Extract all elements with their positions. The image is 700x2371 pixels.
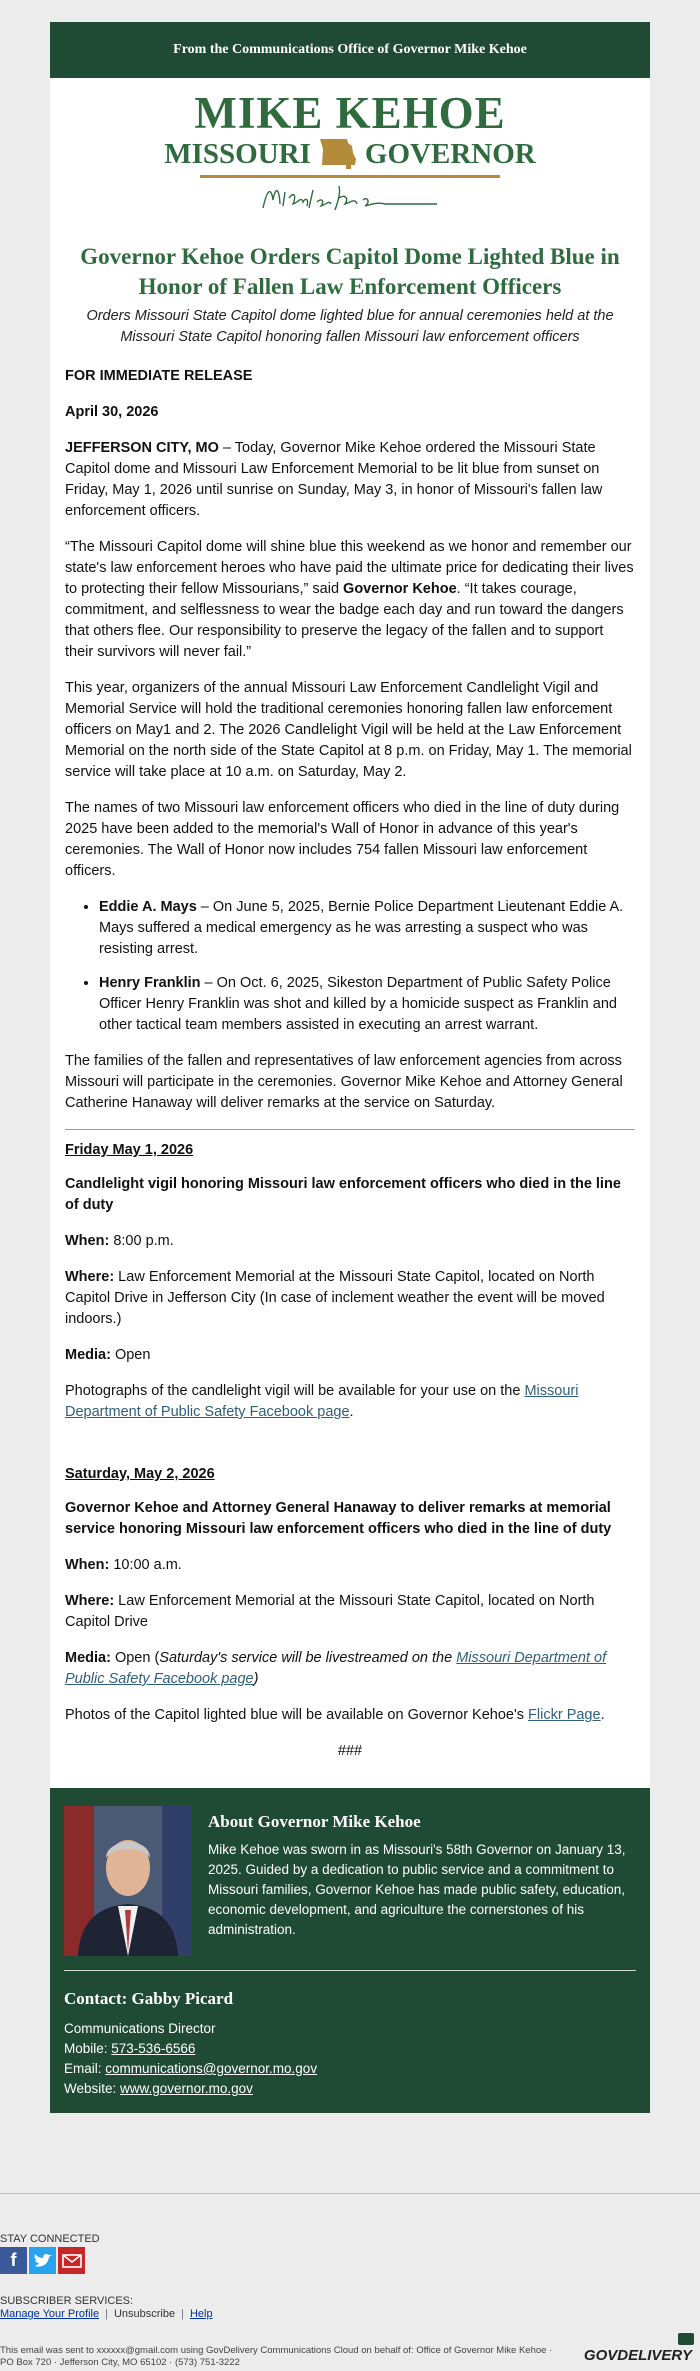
paragraph-families: The families of the fallen and representatives of law enforcement agencies from across Missouri will participate in the ceremonies. Governor Mike Kehoe and Attorney General Catherine Hanaway will deliver remarks at the service on Saturday.: [65, 1053, 623, 1111]
event2-date: Saturday, May 2, 2026: [65, 1466, 215, 1482]
flickr-link[interactable]: Flickr Page: [528, 1707, 601, 1723]
section-divider: [65, 1129, 635, 1130]
officer-name: Henry Franklin: [99, 975, 201, 991]
mobile-link[interactable]: 573-536-6566: [111, 2041, 196, 2056]
governor-logo: [50, 78, 650, 228]
social-links: [0, 2247, 87, 2274]
contact-mobile: [64, 2039, 636, 2059]
when-value: 8:00 p.m.: [109, 1233, 174, 1249]
contact-role: Communications Director: [64, 2021, 216, 2036]
event1-date: Friday May 1, 2026: [65, 1142, 194, 1158]
manage-profile-link[interactable]: Manage Your Profile: [0, 2308, 100, 2320]
contact-section: [64, 1989, 636, 2099]
officer-name: Eddie A. Mays: [99, 899, 197, 915]
where-value: Law Enforcement Memorial at the Missouri State Capitol, located on North Capitol Drive: [65, 1593, 595, 1630]
event2-photos: [65, 1705, 635, 1726]
end-mark: ###: [337, 1743, 363, 1759]
signature-image: [255, 180, 445, 216]
logo-rule: [200, 175, 500, 178]
media-label: Media:: [65, 1650, 111, 1666]
missouri-state-outline-icon: [317, 137, 359, 171]
event1-when: [65, 1231, 635, 1252]
help-link[interactable]: Help: [189, 2308, 213, 2320]
contact-email: [64, 2059, 636, 2079]
unsubscribe-link[interactable]: Unsubscribe: [113, 2308, 176, 2320]
event2-heading: Governor Kehoe and Attorney General Hanaway to deliver remarks at memorial service honoring Missouri law enforcement officers who died in the line of duty: [65, 1500, 612, 1537]
quote-part-a: “The Missouri Capitol dome will shine blue this weekend as we honor and remember our state's law enforcement heroes who have paid the ultimate price for dedicating their lives to protecting their fellow Missourians,” said: [65, 539, 634, 597]
media-label: Media:: [65, 1347, 111, 1363]
when-label: When:: [65, 1557, 110, 1573]
when-label: When:: [65, 1233, 110, 1249]
list-item: [99, 897, 635, 960]
where-label: Where:: [65, 1269, 115, 1285]
paragraph-lead: [65, 438, 635, 522]
media-value: Open (: [110, 1650, 160, 1666]
govdelivery-logo: [584, 2347, 692, 2364]
facebook-icon[interactable]: f: [0, 2247, 27, 2274]
paragraph-quote: [65, 537, 635, 663]
logo-name: MIKE KEHOE: [194, 87, 506, 138]
stay-connected-label: STAY CONNECTED: [0, 2233, 100, 2245]
email-label: Email:: [64, 2061, 106, 2076]
logo-right-word: GOVERNOR: [364, 137, 536, 170]
speech-bubble-icon: [678, 2333, 694, 2345]
quote-part-b: . “It takes courage, commitment, and selflessness to wear the badge each day and run toward the dangers that others flee. Our responsibility to preserve the legacy of the fallen and to support their survivors will never fail.”: [65, 581, 624, 660]
website-link[interactable]: www.governor.mo.gov: [120, 2081, 253, 2096]
footer-divider: [64, 1970, 636, 1971]
contact-heading: Contact: Gabby Picard: [64, 1989, 234, 2008]
officer-list: [65, 897, 635, 1036]
list-item: [99, 973, 635, 1036]
media-italic-text: Saturday's service will be livestreamed on the: [159, 1650, 457, 1666]
govdelivery-footer: [0, 2193, 700, 2368]
office-banner-text: From the Communications Office of Governor Mike Kehoe: [173, 42, 527, 57]
about-section: [64, 1806, 636, 1956]
photos-end: .: [349, 1404, 354, 1420]
media-value: Open: [110, 1347, 151, 1363]
where-label: Where:: [65, 1593, 115, 1609]
mobile-label: Mobile:: [64, 2041, 112, 2056]
paragraph-wall-of-honor: The names of two Missouri law enforcement officers who died in the line of duty during 2025 have been added to the memorial's Wall of Honor in advance of this year's ceremonies. The Wall of Honor now includes 754 fallen Missouri law enforcement officers.: [65, 800, 620, 879]
email-icon[interactable]: [58, 2247, 85, 2274]
legal-line-2: PO Box 720 · Jefferson City, MO 65102 · (573) 751-3222: [0, 2357, 240, 2368]
event1-where: [65, 1267, 635, 1330]
release-label: FOR IMMEDIATE RELEASE: [65, 368, 253, 384]
officer-text: – On Oct. 6, 2025, Sikeston Department of Public Safety Police Officer Henry Franklin was shot and killed by a homicide suspect as Franklin and other tactical team members assisted in executing an arrest warrant.: [99, 975, 617, 1033]
media-end: ): [253, 1671, 259, 1687]
where-value: Law Enforcement Memorial at the Missouri State Capitol, located on North Capitol Drive in Jefferson City (In case of inclement weather the event will be moved indoors.): [65, 1269, 605, 1327]
governor-photo: [64, 1806, 192, 1956]
twitter-icon[interactable]: [29, 2247, 56, 2274]
dps-facebook-link[interactable]: Missouri Department of Public Safety Facebook page: [65, 1383, 579, 1420]
website-label: Website:: [64, 2081, 121, 2096]
legal-text: [0, 2345, 552, 2369]
event2-when: [65, 1555, 635, 1576]
subscriber-links: Manage Your Profile | Unsubscribe | Help: [0, 2308, 213, 2320]
legal-line-1: This email was sent to xxxxxx@gmail.com using GovDelivery Communications Cloud on behalf of: Office of Governor Mike Kehoe ·: [0, 2345, 553, 2356]
event1-media: [65, 1345, 635, 1366]
brand-text: GOVDELIVERY: [583, 2347, 692, 2364]
paragraph-ceremonies: This year, organizers of the annual Missouri Law Enforcement Candlelight Vigil and Memorial Service will hold the traditional ceremonies honoring fallen law enforcement officers on May1 and 2. The 2026 Candlelight Vigil will be held at the Law Enforcement Memorial on the north side of the State Capitol at 8 p.m. on Friday, May 1. The memorial service will take place at 10 a.m. on Saturday, May 2.: [65, 680, 632, 780]
photos-text: Photos of the Capitol lighted blue will be available on Governor Kehoe's: [65, 1707, 529, 1723]
event1-heading: Candlelight vigil honoring Missouri law enforcement officers who died in the line of duty: [65, 1176, 621, 1213]
quote-speaker: Governor Kehoe: [343, 581, 457, 597]
office-banner: [50, 22, 650, 78]
subscriber-services-label: SUBSCRIBER SERVICES:: [0, 2295, 134, 2307]
article-title: Governor Kehoe Orders Capitol Dome Lighted Blue in Honor of Fallen Law Enforcement Officers: [80, 244, 620, 299]
when-value: 10:00 a.m.: [109, 1557, 182, 1573]
email-link[interactable]: communications@governor.mo.gov: [105, 2061, 318, 2076]
event1-photos: [65, 1381, 635, 1423]
logo-left-word: MISSOURI: [164, 137, 311, 170]
livestream-facebook-link[interactable]: Missouri Department of Public Safety Facebook page: [65, 1650, 607, 1687]
about-bio: Mike Kehoe was sworn in as Missouri's 58th Governor on January 13, 2025. Guided by a dedication to public service and a commitment to Missouri families, Governor Kehoe has made public safety, education, economic development, and agriculture the cornerstones of his administration.: [208, 1842, 626, 1937]
contact-website: [64, 2079, 636, 2099]
event2-media: [65, 1648, 635, 1690]
about-contact-box: [50, 1788, 650, 2113]
email-container: [50, 22, 650, 2113]
release-date: April 30, 2026: [65, 404, 159, 420]
article-body: [50, 366, 650, 1762]
dateline: JEFFERSON CITY, MO: [65, 440, 219, 456]
lead-text: – Today, Governor Mike Kehoe ordered the Missouri State Capitol dome and Missouri Law Enforcement Memorial to be lit blue from sunset on Friday, May 1, 2026 until sunrise on Sunday, May 3, in honor of Missouri's fallen law enforcement officers.: [65, 440, 603, 519]
footer-top-divider: [0, 2193, 700, 2194]
photos-text: Photographs of the candlelight vigil will be available for your use on the: [65, 1383, 525, 1399]
event2-where: [65, 1591, 635, 1633]
article-subtitle: Orders Missouri State Capitol dome lighted blue for annual ceremonies held at the Missouri State Capitol honoring fallen Missouri law enforcement officers: [86, 308, 614, 345]
photos-end: .: [600, 1707, 605, 1723]
officer-text: – On June 5, 2025, Bernie Police Department Lieutenant Eddie A. Mays suffered a medical emergency as he was arresting a suspect who was resisting arrest.: [99, 899, 624, 957]
about-heading: About Governor Mike Kehoe: [208, 1812, 421, 1831]
